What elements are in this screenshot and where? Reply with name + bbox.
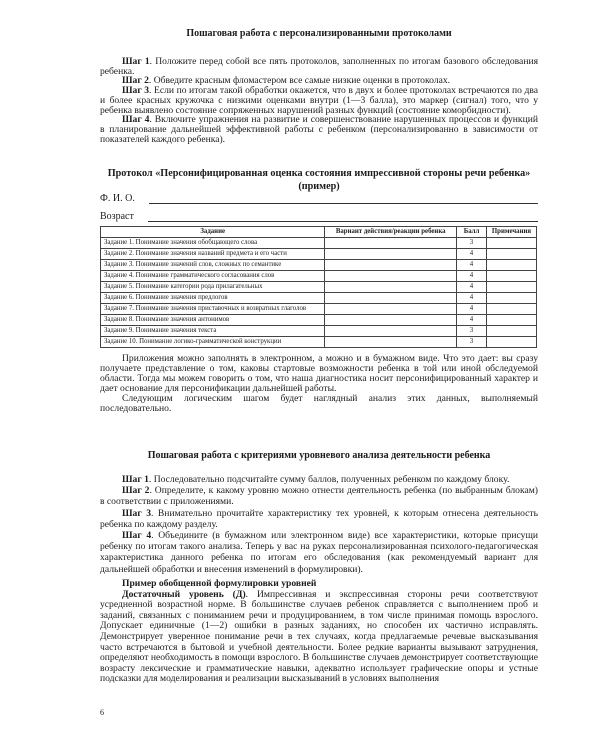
reaction-cell <box>325 260 457 271</box>
step-3 <box>100 508 538 530</box>
paragraph: Следующим логическим шагом будет наглядный анализ этих данных, выполняемый последовательно. <box>100 393 538 414</box>
task-cell: Задание 3. Понимание значений слов, сложных по семантике <box>101 260 325 271</box>
step-1 <box>100 474 538 485</box>
table-row <box>101 271 537 282</box>
score-cell: 4 <box>457 271 487 282</box>
reaction-cell <box>325 249 457 260</box>
reaction-cell <box>325 271 457 282</box>
level-description <box>100 590 538 685</box>
score-cell: 4 <box>457 249 487 260</box>
step-label: Шаг 2 <box>122 75 149 87</box>
table-row <box>101 315 537 326</box>
notes-cell <box>486 315 536 326</box>
protocol-title <box>100 168 538 193</box>
section2-steps <box>100 474 538 575</box>
score-cell: 4 <box>457 304 487 315</box>
age-field <box>100 211 538 222</box>
fio-line <box>149 195 538 204</box>
task-cell: Задание 7. Понимание значения приставочных и возвратных глаголов <box>101 304 325 315</box>
task-cell: Задание 9. Понимание значения текста <box>101 326 325 337</box>
score-cell: 3 <box>457 337 487 348</box>
section1-steps <box>100 57 538 144</box>
level-example <box>100 579 538 685</box>
step-label: Шаг 2 <box>122 485 150 497</box>
fio-field <box>100 193 538 204</box>
reaction-cell <box>325 337 457 348</box>
score-cell: 4 <box>457 315 487 326</box>
step-label: Шаг 4 <box>122 530 152 542</box>
task-cell: Задание 6. Понимание значения предлогов <box>101 293 325 304</box>
protocol-subtitle: (пример) <box>298 180 340 192</box>
step-text: . Если по итогам такой обработки окажется, что в двух и более протоколах встречаются по два и более красных кружочка с низкими оценками внутри (1—3 балла), это маркер (сигнал) того, что у ребенка выявлено состояние сопряженных нарушений разных функций (состояние коморбидности). <box>100 85 539 116</box>
section2-title: Пошаговая работа с критериями уровневого анализа деятельности ребенка <box>147 450 491 461</box>
table-row <box>101 238 537 249</box>
step-text: . Обведите красным фломастером все самые низкие оценки в протоколах. <box>148 75 451 87</box>
step-text: . Последовательно подсчитайте сумму баллов, полученных ребенком по каждому блоку. <box>148 474 510 485</box>
reaction-cell <box>325 238 457 249</box>
notes-cell <box>486 282 536 293</box>
step-2 <box>100 485 538 507</box>
task-cell: Задание 1. Понимание значения обобщающего слова <box>101 238 325 249</box>
step-label: Шаг 1 <box>122 474 149 485</box>
step-3 <box>100 86 538 115</box>
example-heading-text: Пример обобщенной формулировки уровней <box>122 578 317 589</box>
protocol-title-text: Протокол «Персонифицированная оценка состояния импрессивной стороны речи ребенка» <box>107 168 531 179</box>
fio-label: Ф. И. О. <box>100 193 135 204</box>
after-table-text <box>100 354 538 414</box>
notes-cell <box>486 293 536 304</box>
age-label: Возраст <box>100 211 134 222</box>
step-label: Шаг 3 <box>122 507 151 519</box>
table-row <box>101 249 537 260</box>
step-label: Шаг 1 <box>122 56 150 67</box>
column-header: Задание <box>101 227 325 238</box>
reaction-cell <box>325 282 457 293</box>
score-cell: 4 <box>457 260 487 271</box>
reaction-cell <box>325 315 457 326</box>
notes-cell <box>486 249 536 260</box>
notes-cell <box>486 337 536 348</box>
reaction-cell <box>325 326 457 337</box>
step-1 <box>100 57 538 76</box>
step-text: . Положите перед собой все пять протоколов, заполненных по итогам базового обследования ребенка. <box>100 56 538 77</box>
notes-cell <box>486 238 536 249</box>
task-cell: Задание 4. Понимание грамматического согласования слов <box>101 271 325 282</box>
step-4 <box>100 530 538 575</box>
reaction-cell <box>325 304 457 315</box>
step-text: . Объедините (в бумажном или электронном виде) все характеристики, которые присущи ребенку по итогам такого анализа. Теперь у вас на руках персонализированная психолого-педагогическая характеристика данного ребенка по итогам его обследования (как рекомендуемый вариант для дальнейшей обработки и внесения изменений в формулировки). <box>100 530 538 575</box>
level-label: Достаточный уровень (Д) <box>122 588 246 600</box>
table-row <box>101 282 537 293</box>
table-row <box>101 337 537 348</box>
column-header: Вариант действия/реакции ребенка <box>325 227 457 238</box>
notes-cell <box>486 326 536 337</box>
age-line <box>148 213 538 222</box>
paragraph: Приложения можно заполнять в электронном, а можно и в бумажном виде. Что это дает: вы сразу получаете представление о том, каковы стартовые возможности ребенка в той или иной обследуемой области. Тогда мы можем говорить о том, что наша диагностика носит персонифицированный характер и дает основание для персонификации дальнейшей работы. <box>100 353 538 394</box>
table-row <box>101 293 537 304</box>
score-cell: 3 <box>457 326 487 337</box>
protocol-table <box>100 226 537 348</box>
table-header <box>101 227 537 238</box>
score-cell: 3 <box>457 238 487 249</box>
task-cell: Задание 5. Понимание категории рода прилагательных <box>101 282 325 293</box>
table-row <box>101 304 537 315</box>
step-label: Шаг 4 <box>122 114 150 126</box>
level-text: . Импрессивная и экспрессивная стороны речи соответствуют усредненной возрастной норме. В большинстве случаев ребенок справляется с выполнением проб и заданий, связанных с пониманием речи и продуцированием, в том числе принимая помощь взрослого. Допускает единичные (1—2) ошибки в разных заданиях, но способен их частично исправлять. Демонстрирует уверенное понимание речи в тех случаях, когда предлагаемые речевые высказывания часто встречаются в бытовой и учебной деятельности. Более редкие варианты вызывают затруднения, определяют необходимость в помощи взрослого. В большинстве случаев демонстрирует соответствующие возрасту лексические и грамматические навыки, адекватно использует графические опоры и устные подсказки для моделирования и реализации высказываний в условиях выполнения <box>100 588 538 685</box>
step-4 <box>100 115 538 144</box>
notes-cell <box>486 260 536 271</box>
notes-cell <box>486 271 536 282</box>
column-header: Балл <box>457 227 487 238</box>
table-row <box>101 260 537 271</box>
step-text: . Определите, к какому уровню можно отнести деятельность ребенка (по выбранным блокам) в соответствии с приложениями. <box>100 485 538 508</box>
page-number: 6 <box>100 708 104 717</box>
task-cell: Задание 8. Понимание значения антонимов <box>101 315 325 326</box>
step-text: . Внимательно прочитайте характеристику тех уровней, к которым отнесена деятельность ребенка по каждому разделу. <box>100 507 538 530</box>
section1-title: Пошаговая работа с персонализированными протоколами <box>186 28 452 39</box>
table-row <box>101 326 537 337</box>
task-cell: Задание 10. Понимание логико-грамматической конструкции <box>101 337 325 348</box>
column-header: Примечания <box>486 227 536 238</box>
step-text: . Включите упражнения на развитие и совершенствование нарушенных процессов и функций в планирование дальнейшей эффективной работы с ребенком (персонализированно в зависимости от показателей каждого ребенка). <box>100 114 539 145</box>
task-cell: Задание 2. Понимание значения названий предмета и его части <box>101 249 325 260</box>
notes-cell <box>486 304 536 315</box>
score-cell: 4 <box>457 293 487 304</box>
reaction-cell <box>325 293 457 304</box>
step-label: Шаг 3 <box>122 85 150 97</box>
score-cell: 4 <box>457 282 487 293</box>
